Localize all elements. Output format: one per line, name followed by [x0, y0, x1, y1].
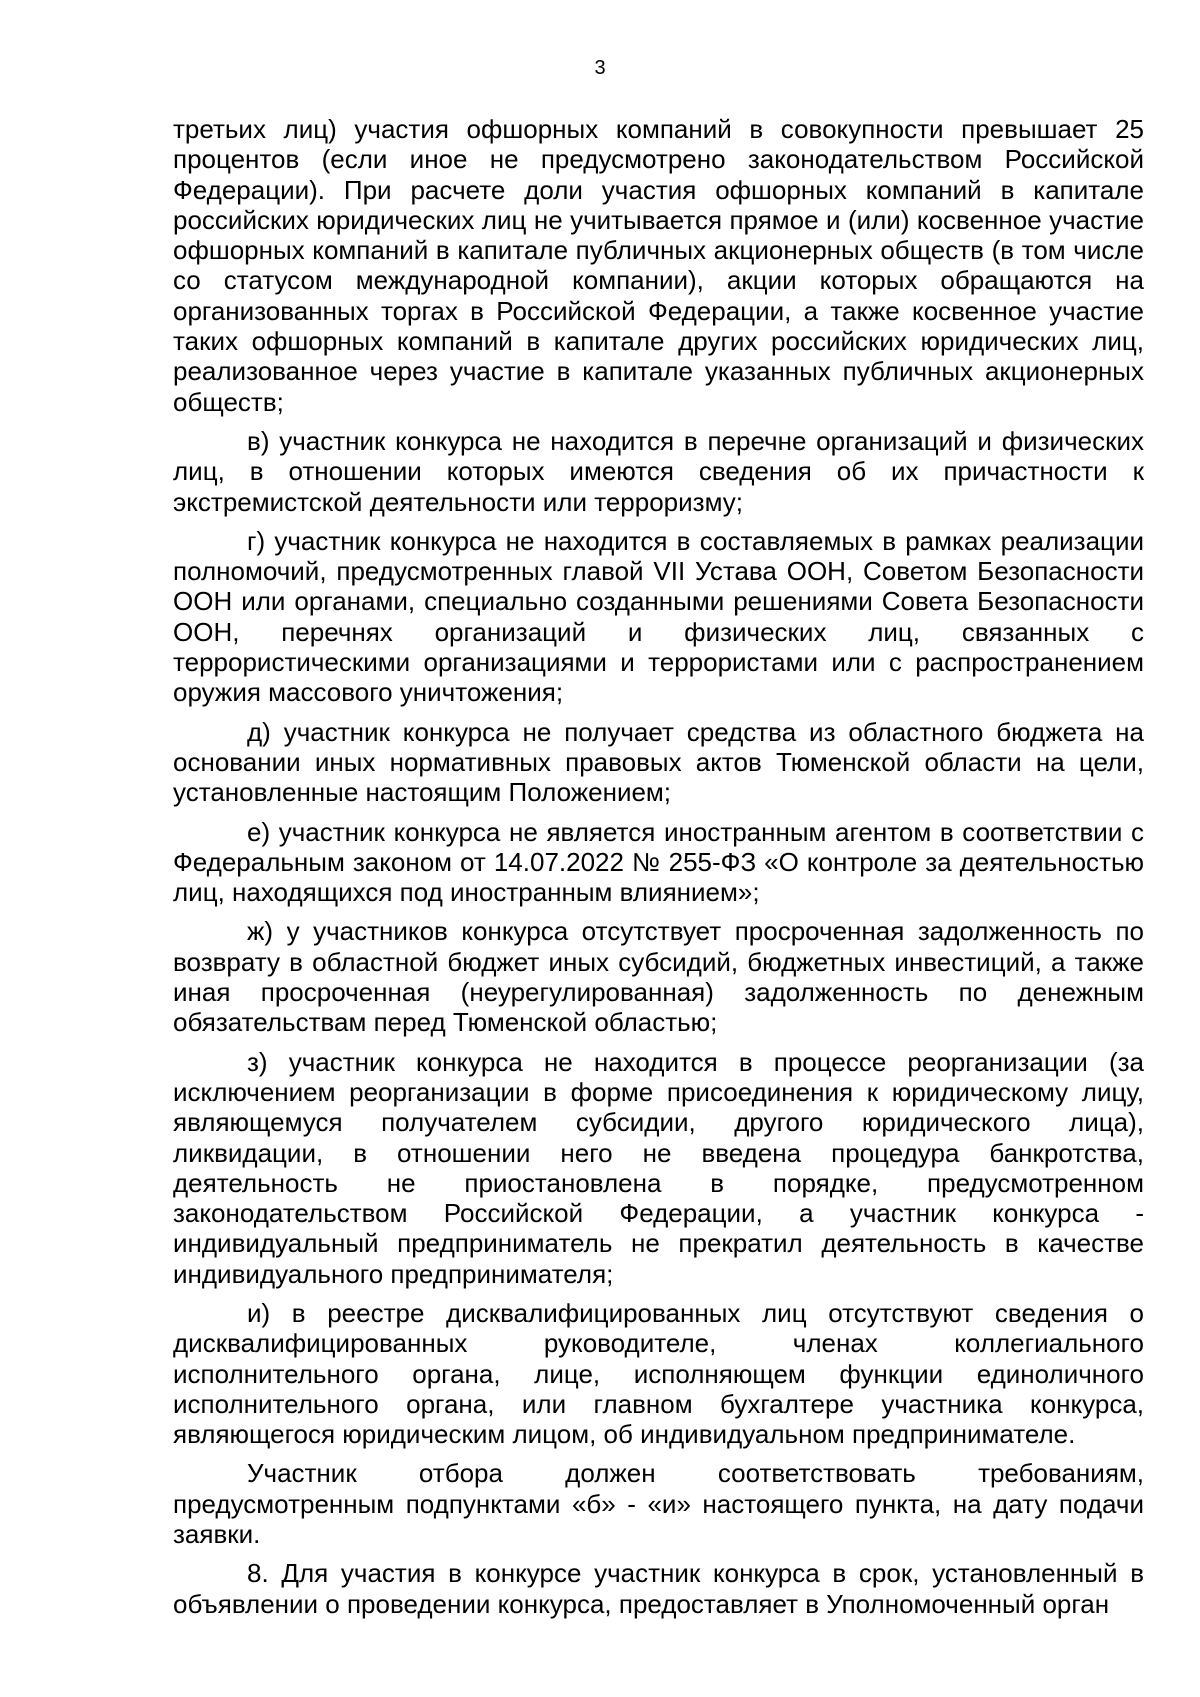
- paragraph-item-zh: ж) у участников конкурса отсутствует просроченная задолженность по возврату в областной бюджет иных субсидий, бюджетных инвестиций, а также иная просроченная (неурегулированная) задолженность по денежным обязательствам перед Тюменской областью;: [173, 916, 1144, 1038]
- document-body: [173, 114, 1144, 1628]
- page-number: 3: [594, 57, 606, 79]
- paragraph-item-v: в) участник конкурса не находится в перечне организаций и физических лиц, в отношении которых имеются сведения об их причастности к экстремистской деятельности или терроризму;: [173, 425, 1144, 517]
- paragraph-continuation: третьих лиц) участия офшорных компаний в совокупности превышает 25 процентов (если иное не предусмотрено законодательством Российской Федерации). При расчете доли участия офшорных компаний в капитале российских юридических лиц не учитывается прямое и (или) косвенное участие офшорных компаний в капитале публичных акционерных обществ (в том числе со статусом международной компании), акции которых обращаются на организованных торгах в Российской Федерации, а также косвенное участие таких офшорных компаний в капитале других российских юридических лиц, реализованное через участие в капитале указанных публичных акционерных обществ;: [173, 114, 1144, 417]
- paragraph-item-g: г) участник конкурса не находится в составляемых в рамках реализации полномочий, предусмотренных главой VII Устава ООН, Советом Безопасности ООН или органами, специально созданными решениями Совета Безопасности ООН, перечнях организаций и физических лиц, связанных с террористическими организациями и террористами или с распространением оружия массового уничтожения;: [173, 525, 1144, 708]
- paragraph-item-d: д) участник конкурса не получает средства из областного бюджета на основании иных нормативных правовых актов Тюменской области на цели, установленные настоящим Положением;: [173, 716, 1144, 808]
- paragraph-item-i: и) в реестре дисквалифицированных лиц отсутствуют сведения о дисквалифицированных руководителе, членах коллегиального исполнительного органа, лице, исполняющем функции единоличного исполнительного органа, или главном бухгалтере участника конкурса, являющегося юридическим лицом, об индивидуальном предпринимателе.: [173, 1297, 1144, 1450]
- paragraph-item-8: 8. Для участия в конкурсе участник конкурса в срок, установленный в объявлении о проведении конкурса, предоставляет в Уполномоченный орган: [173, 1558, 1144, 1619]
- paragraph-item-e: е) участник конкурса не является иностранным агентом в соответствии с Федеральным законом от 14.07.2022 № 255-ФЗ «О контроле за деятельностью лиц, находящихся под иностранным влиянием»;: [173, 816, 1144, 908]
- paragraph-item-z: з) участник конкурса не находится в процессе реорганизации (за исключением реорганизации в форме присоединения к юридическому лицу, являющемуся получателем субсидии, другого юридического лица), ликвидации, в отношении него не введена процедура банкротства, деятельность не приостановлена в порядке, предусмотренном законодательством Российской Федерации, а участник конкурса - индивидуальный предприниматель не прекратил деятельность в качестве индивидуального предпринимателя;: [173, 1046, 1144, 1289]
- paragraph-requirements-note: Участник отбора должен соответствовать требованиям, предусмотренным подпунктами «б» - «и» настоящего пункта, на дату подачи заявки.: [173, 1458, 1144, 1550]
